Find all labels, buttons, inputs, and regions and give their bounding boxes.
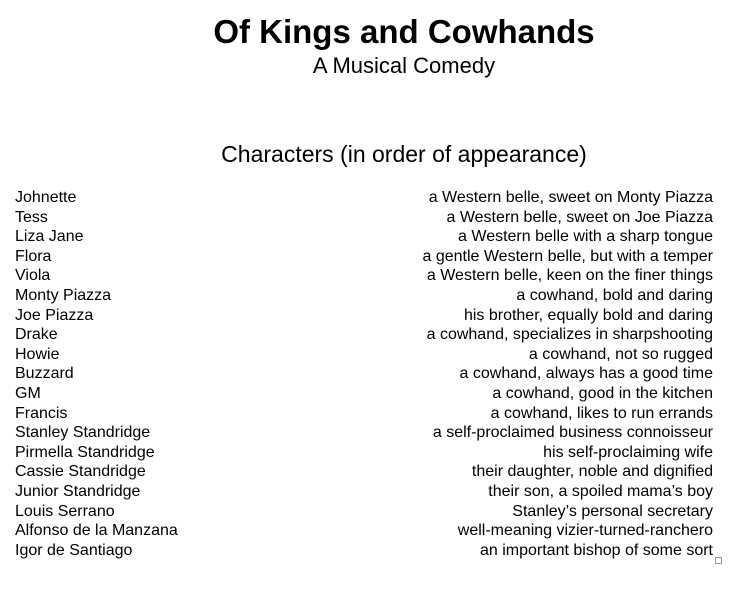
document-title: Of Kings and Cowhands [213, 13, 595, 50]
character-description: Stanley’s personal secretary [512, 502, 713, 520]
character-row [15, 482, 713, 502]
character-row [15, 325, 713, 345]
character-name: Stanley Standridge [15, 424, 151, 442]
character-description: a cowhand, specializes in sharpshooting [426, 326, 713, 344]
character-name: Monty Piazza [15, 286, 112, 304]
character-list [15, 188, 713, 560]
character-description: a cowhand, not so rugged [528, 345, 713, 363]
character-description: his brother, equally bold and daring [463, 306, 713, 324]
character-description: well-meaning vizier-turned-ranchero [457, 522, 713, 540]
character-row [15, 541, 713, 561]
character-row [15, 364, 713, 384]
character-description: a Western belle, sweet on Joe Piazza [446, 208, 713, 226]
character-description: a self-proclaimed business connoisseur [432, 424, 713, 442]
character-row [15, 502, 713, 522]
character-description: a cowhand, always has a good time [459, 365, 713, 383]
character-row [15, 443, 713, 463]
character-description: a cowhand, good in the kitchen [492, 384, 713, 402]
characters-heading: Characters (in order of appearance) [221, 141, 587, 167]
character-row [15, 266, 713, 286]
character-name: Igor de Santiago [15, 541, 133, 559]
character-name: GM [15, 384, 41, 402]
character-description: a Western belle with a sharp tongue [458, 228, 713, 246]
character-name: Howie [15, 345, 60, 363]
character-row [15, 247, 713, 267]
character-row [15, 306, 713, 326]
character-row [15, 208, 713, 228]
character-row [15, 286, 713, 306]
character-name: Flora [15, 247, 52, 265]
character-name: Cassie Standridge [15, 463, 146, 481]
document-subtitle: A Musical Comedy [312, 53, 496, 78]
character-name: Drake [15, 326, 58, 344]
character-description: a gentle Western belle, but with a temper [422, 247, 713, 265]
character-name: Tess [15, 208, 48, 226]
character-name: Liza Jane [15, 228, 84, 246]
character-row [15, 345, 713, 365]
character-name: Viola [15, 267, 51, 285]
character-row [15, 521, 713, 541]
character-row [15, 384, 713, 404]
character-name: Louis Serrano [15, 502, 115, 520]
character-description: a cowhand, likes to run errands [490, 404, 713, 422]
character-row [15, 423, 713, 443]
character-description: their daughter, noble and dignified [471, 463, 713, 481]
character-description: their son, a spoiled mama’s boy [488, 482, 713, 500]
character-name: Johnette [15, 189, 77, 206]
character-name: Alfonso de la Manzana [15, 522, 178, 540]
character-name: Francis [15, 404, 68, 422]
character-name: Buzzard [15, 365, 74, 383]
character-row [15, 462, 713, 482]
character-name: Pirmella Standridge [15, 443, 155, 461]
character-description: a Western belle, sweet on Monty Piazza [428, 189, 713, 206]
paragraph-end-marker [715, 557, 722, 564]
character-row [15, 188, 713, 208]
character-description: an important bishop of some sort [479, 541, 713, 559]
character-description: a Western belle, keen on the finer things [426, 267, 713, 285]
character-row [15, 404, 713, 424]
character-name: Junior Standridge [15, 482, 141, 500]
character-description: a cowhand, bold and daring [516, 286, 713, 304]
character-description: his self-proclaiming wife [543, 443, 713, 461]
character-name: Joe Piazza [15, 306, 94, 324]
character-row [15, 227, 713, 247]
